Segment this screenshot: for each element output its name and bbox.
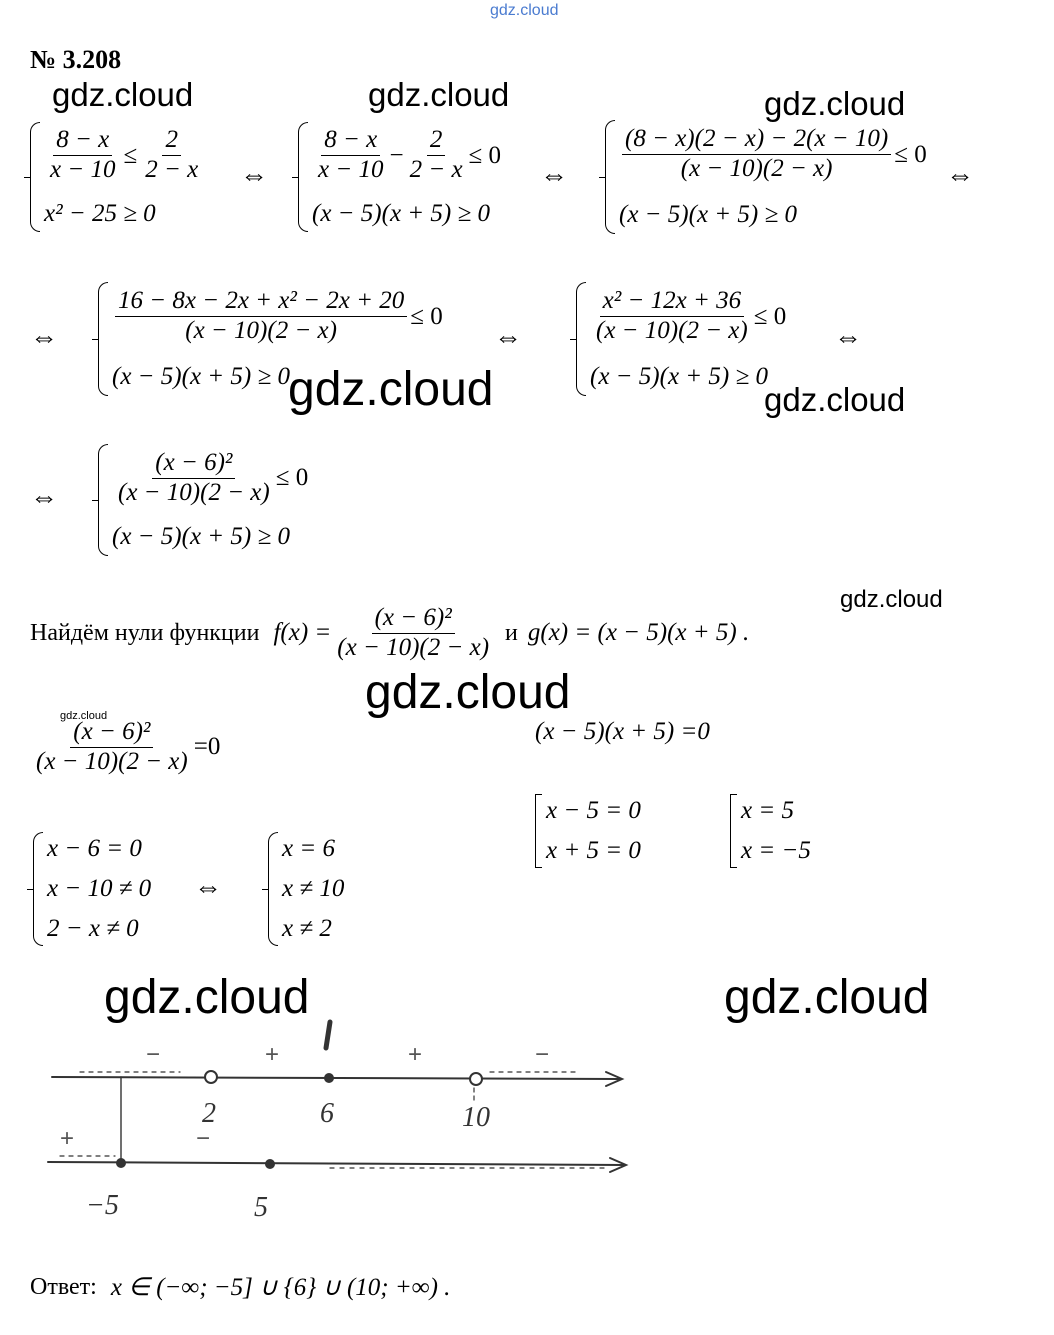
- system-f-1: [33, 832, 151, 946]
- equivalence-symbol: ⇔: [494, 322, 522, 353]
- watermark: gdz.cloud: [104, 971, 310, 1024]
- tick-label: 2: [202, 1098, 216, 1129]
- tick-label: 5: [254, 1192, 268, 1223]
- equivalence-symbol: ⇔: [834, 322, 862, 353]
- frac-num: (8 − x)(2 − x) − 2(x − 10): [622, 125, 891, 155]
- watermark: gdz.cloud: [365, 666, 571, 719]
- set-row: x + 5 = 0: [546, 837, 641, 864]
- watermark: gdz.cloud: [764, 381, 906, 418]
- frac-den: 2 − x: [409, 156, 463, 184]
- equation-f: [30, 718, 220, 777]
- bracket: [730, 794, 737, 868]
- relation: ≤ 0: [468, 141, 502, 169]
- frac-den: (x − 10)(2 − x): [185, 317, 337, 345]
- frac-num: 16 − 8x − 2x + x² − 2x + 20: [115, 287, 407, 317]
- brace: [268, 832, 278, 946]
- frac-den: (x − 10)(2 − x): [118, 478, 270, 506]
- filled-point-5: [265, 1159, 275, 1169]
- system-row: (x − 5)(x + 5) ≥ 0: [590, 362, 768, 390]
- frac-den: (x − 10)(2 − x): [36, 747, 188, 775]
- watermark: gdz.cloud: [52, 76, 194, 113]
- relation: ≤ 0: [275, 464, 309, 492]
- sign-label: +: [408, 1041, 423, 1068]
- equivalence-symbol: ⇔: [30, 322, 58, 353]
- pen-mark: [326, 1022, 330, 1048]
- filled-point-6: [324, 1073, 334, 1083]
- brace: [576, 282, 586, 396]
- sign-label: −: [535, 1041, 550, 1068]
- tick-label: 10: [462, 1102, 490, 1133]
- system-row: (x − 5)(x + 5) ≥ 0: [112, 523, 290, 551]
- system-row: (x − 5)(x + 5) ≥ 0: [619, 200, 797, 228]
- system-1: [30, 122, 204, 232]
- frac-num: (x − 6)²: [70, 718, 153, 748]
- frac-den: x − 10: [318, 156, 384, 184]
- open-point-10: [470, 1073, 482, 1085]
- equals-zero: =0: [193, 733, 221, 761]
- filled-point-minus5: [116, 1158, 126, 1168]
- watermark: gdz.cloud: [840, 586, 943, 613]
- watermark: gdz.cloud: [724, 971, 930, 1024]
- sign-label: −: [196, 1125, 211, 1152]
- axis-line-2: [48, 1162, 625, 1165]
- set-g-1: [535, 794, 641, 868]
- sign-label: +: [265, 1041, 280, 1068]
- zeros-line: [30, 604, 749, 663]
- brace: [33, 832, 43, 946]
- frac-den: (x − 10)(2 − x): [337, 633, 490, 661]
- open-point-2: [205, 1071, 217, 1083]
- relation: ≤ 0: [753, 302, 787, 330]
- tick-label: −5: [86, 1190, 119, 1221]
- equivalence-symbol: ⇔: [946, 160, 974, 191]
- relation: ≤ 0: [894, 140, 927, 168]
- bracket: [535, 794, 542, 868]
- brace: [98, 282, 108, 396]
- axis-line-1: [52, 1077, 620, 1079]
- set-row: x = −5: [741, 837, 811, 864]
- minus: −: [389, 141, 404, 169]
- frac-num: x² − 12x + 36: [600, 287, 744, 317]
- frac-num: 8 − x: [53, 126, 112, 156]
- system-row: x² − 25 ≥ 0: [44, 199, 156, 227]
- system-3: [605, 120, 927, 234]
- relation: ≤: [123, 141, 138, 169]
- equivalence-symbol: ⇔: [30, 482, 58, 513]
- system-row: x − 10 ≠ 0: [47, 875, 152, 902]
- system-row: x − 6 = 0: [47, 835, 142, 862]
- watermark: gdz.cloud: [764, 85, 906, 122]
- brace: [605, 120, 615, 234]
- number-lines: [0, 1000, 660, 1230]
- frac-num: 2: [162, 126, 181, 156]
- problem-number: № 3.208: [30, 45, 122, 74]
- system-5: [576, 282, 786, 396]
- system-row: (x − 5)(x + 5) ≥ 0: [312, 199, 490, 227]
- frac-num: 2: [427, 126, 446, 156]
- frac-num: (x − 6)²: [152, 449, 235, 479]
- frac-den: (x − 10)(2 − x): [680, 155, 833, 183]
- equivalence-symbol: ⇔: [194, 872, 222, 903]
- set-row: x − 5 = 0: [546, 797, 641, 824]
- equation-g: (x − 5)(x + 5) =0: [535, 718, 710, 745]
- system-row: (x − 5)(x + 5) ≥ 0: [112, 362, 290, 390]
- equivalence-symbol: ⇔: [240, 160, 268, 191]
- sign-label: +: [60, 1125, 75, 1152]
- system-row: 2 − x ≠ 0: [47, 915, 139, 942]
- set-row: x = 5: [741, 797, 794, 824]
- system-row: x = 6: [282, 835, 335, 862]
- f-lhs: f(x) =: [273, 619, 332, 647]
- tick-label: 6: [320, 1098, 334, 1129]
- relation: ≤ 0: [410, 302, 443, 330]
- g-function: g(x) = (x − 5)(x + 5) .: [527, 619, 750, 647]
- system-row: x ≠ 2: [282, 915, 332, 942]
- zeros-text: Найдём нули функции: [30, 619, 260, 646]
- watermark: gdz.cloud: [368, 76, 510, 113]
- frac-num: 8 − x: [321, 126, 380, 156]
- frac-num: (x − 6)²: [372, 604, 455, 634]
- equivalence-symbol: ⇔: [540, 160, 568, 191]
- answer-line: [30, 1272, 450, 1302]
- brace: [298, 122, 308, 232]
- system-6: [98, 444, 308, 556]
- watermark: gdz.cloud: [60, 710, 108, 722]
- system-f-2: [268, 832, 344, 946]
- brace: [98, 444, 108, 556]
- frac-den: (x − 10)(2 − x): [596, 317, 748, 345]
- set-g-2: [730, 794, 811, 868]
- watermark-top: gdz.cloud: [490, 2, 559, 19]
- brace: [30, 122, 40, 232]
- frac-den: 2 − x: [145, 156, 199, 184]
- answer-label: Ответ:: [30, 1273, 97, 1300]
- frac-den: x − 10: [50, 156, 116, 184]
- and-text: и: [505, 619, 518, 646]
- watermark: gdz.cloud: [288, 363, 494, 416]
- sign-label: −: [146, 1041, 161, 1068]
- system-4: [98, 282, 443, 396]
- system-row: x ≠ 10: [282, 875, 345, 902]
- answer-value: x ∈ (−∞; −5] ∪ {6} ∪ (10; +∞) .: [110, 1274, 451, 1301]
- system-2: [298, 122, 501, 232]
